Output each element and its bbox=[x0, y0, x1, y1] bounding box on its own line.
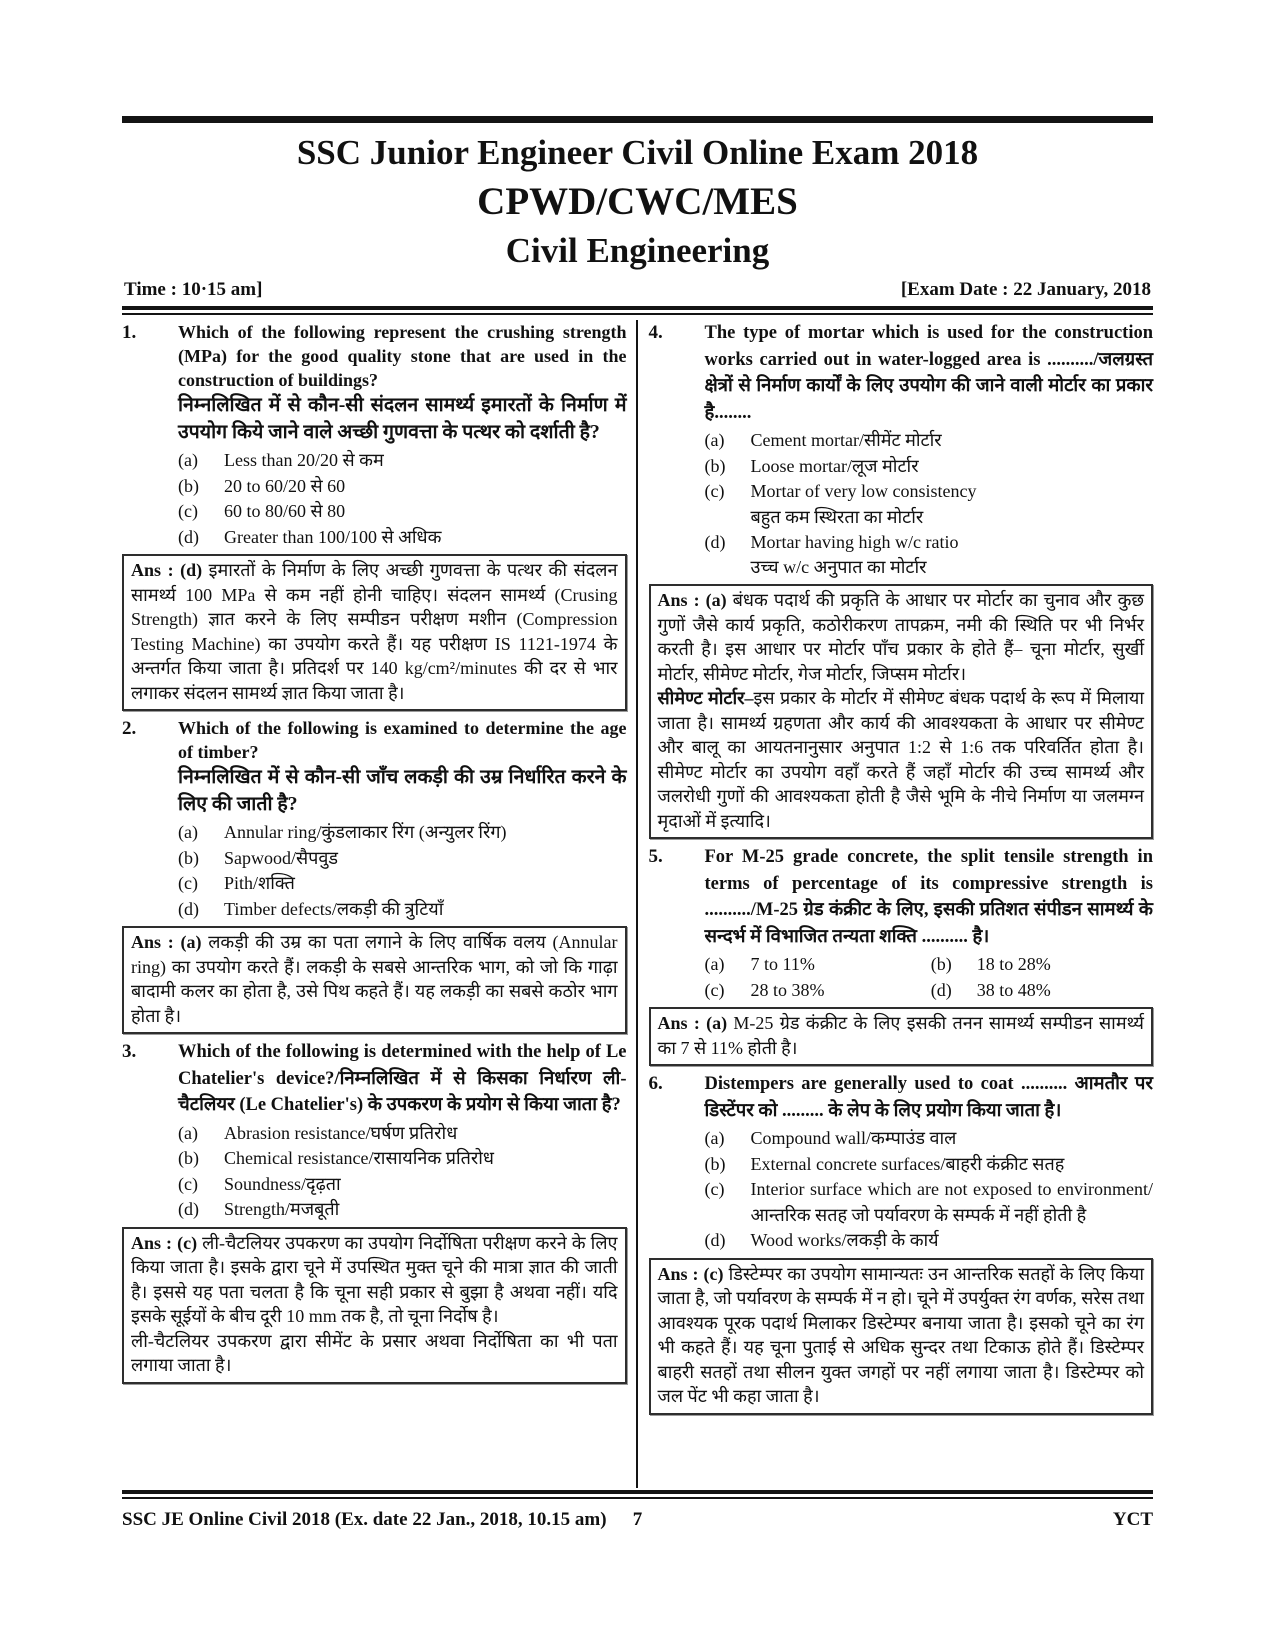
answer-label: Ans : (a) bbox=[657, 590, 727, 610]
question-block bbox=[649, 1071, 1154, 1415]
option-text: Strength/मजबूती bbox=[224, 1199, 340, 1219]
option-text: Mortar of very low consistency bbox=[750, 481, 977, 501]
option-text-container bbox=[751, 1152, 1154, 1178]
option-text: Interior surface which are not exposed to environment/आन्तरिक सतह जो पर्यावरण के सम्पर्क में नहीं होती है bbox=[750, 1179, 1153, 1225]
question-number: 6. bbox=[648, 1073, 663, 1094]
answer-paragraph: Ans : (c) डिस्टेम्पर का उपयोग सामान्यतः उन आन्तरिक सतहों के लिए किया जाता है, जो पर्यावरण के सम्पर्क में न हो। चूने में उपर्युक्त रंग वर्णक, सरेस तथा आवश्यक पूरक पदार्थ मिलाकर डिस्टेम्पर बनाया जाता है। इसको चूने का रंग भी कहते हैं। यह चूना पुताई से अधिक सुन्दर तथा टिकाऊ होते हैं। डिस्टेम्पर बाहरी सतहों तथा सीलन युक्त जगहों पर नहीं लगाया जाता है। डिस्टेम्पर को जल पेंट भी कहा जाता है। bbox=[657, 1263, 1144, 1406]
answer-box bbox=[649, 584, 1154, 839]
answer-label: Ans : (d) bbox=[131, 560, 203, 580]
exam-date-label: [Exam Date : 22 January, 2018 bbox=[900, 279, 1151, 300]
question-text: Distempers are generally used to coat .......... आमतौर पर डिस्टेंपर को ......... के लेप के लिए प्रयोग किया जाता है। bbox=[704, 1074, 1153, 1121]
question-body bbox=[705, 320, 1154, 582]
option-text-container bbox=[224, 1172, 627, 1198]
question-number: 5. bbox=[648, 846, 663, 867]
option-text-container bbox=[224, 820, 627, 846]
option-letter: (d) bbox=[178, 1199, 199, 1219]
option-item bbox=[178, 499, 627, 525]
question-body bbox=[178, 1039, 627, 1225]
question-block bbox=[122, 320, 627, 711]
question-block bbox=[122, 716, 627, 1034]
option-item bbox=[178, 525, 627, 551]
option-text: Timber defects/लकड़ी की त्रुटियाँ bbox=[224, 898, 444, 919]
exam-subtitle-departments: CPWD/CWC/MES bbox=[477, 180, 798, 223]
option-subtext: बहुत कम स्थिरता का मोर्टार bbox=[750, 506, 924, 527]
options-list bbox=[705, 952, 1154, 1003]
option-item bbox=[178, 871, 627, 897]
option-text: Sapwood/सैपवुड bbox=[224, 847, 339, 868]
answer-label: Ans : (c) bbox=[657, 1263, 724, 1284]
option-text-container bbox=[751, 1126, 1154, 1152]
question-number: 1. bbox=[122, 322, 137, 343]
question-text: Which of the following is examined to determine the age of timber? bbox=[178, 718, 627, 762]
option-text: Mortar having high w/c ratio bbox=[750, 531, 959, 552]
option-text: 20 to 60/20 से 60 bbox=[224, 475, 346, 496]
option-text: 28 to 38% bbox=[750, 979, 825, 1000]
option-text: Annular ring/कुंडलाकार रिंग (अन्युलर रिंग) bbox=[224, 822, 507, 842]
options-list bbox=[705, 428, 1154, 580]
question-body bbox=[705, 1071, 1154, 1256]
header-divider-rule bbox=[122, 306, 1153, 315]
option-item bbox=[178, 897, 627, 923]
option-letter: (a) bbox=[704, 430, 725, 450]
option-text-container bbox=[224, 448, 627, 474]
option-item bbox=[705, 1126, 1154, 1152]
question-number: 4. bbox=[648, 322, 663, 343]
options-list bbox=[178, 448, 627, 550]
option-letter: (c) bbox=[178, 873, 198, 893]
footer-publisher-label: YCT bbox=[1112, 1509, 1153, 1530]
option-item bbox=[705, 454, 1154, 480]
option-text: Loose mortar/लूज मोर्टार bbox=[750, 455, 919, 476]
option-letter: (d) bbox=[930, 979, 952, 1000]
option-letter: (c) bbox=[704, 979, 725, 1000]
answer-box bbox=[649, 1258, 1154, 1415]
option-item bbox=[178, 448, 627, 474]
option-text: Less than 20/20 से कम bbox=[224, 450, 384, 470]
option-text-container bbox=[224, 499, 627, 525]
option-text-container bbox=[224, 1121, 627, 1147]
option-text: External concrete surfaces/बाहरी कंक्रीट सतह bbox=[750, 1153, 1065, 1174]
option-item bbox=[178, 474, 627, 500]
option-letter: (a) bbox=[178, 1122, 198, 1143]
option-item bbox=[705, 1177, 1154, 1228]
option-letter: (c) bbox=[704, 1179, 725, 1199]
exam-subtitle-subject: Civil Engineering bbox=[505, 231, 770, 270]
answer-box bbox=[649, 1007, 1154, 1066]
option-text-container bbox=[224, 1197, 627, 1223]
option-text: 7 to 11% bbox=[750, 954, 815, 974]
option-letter: (d) bbox=[704, 531, 726, 552]
question-text: निम्नलिखित में से कौन-सी संदलन सामर्थ्य इमारतों के निर्माण में उपयोग किये जाने वाले अच्छी गुणवत्ता के पत्थर को दर्शाती है? bbox=[178, 395, 627, 443]
answer-paragraph: Ans : (a) लकड़ी की उम्र का पता लगाने के लिए वार्षिक वलय (Annular ring) का उपयोग करते हैं। लकड़ी के सबसे आन्तरिक भाग, को जो कि गाढ़ा बादामी कलर का होता है, उसे पिथ कहते हैं। यह लकड़ी का सबसे कठोर भाग होता है। bbox=[131, 932, 618, 1026]
page-footer bbox=[122, 1509, 1153, 1531]
option-text: Pith/शक्ति bbox=[224, 873, 295, 893]
option-text: Wood works/लकड़ी के कार्य bbox=[750, 1230, 939, 1250]
option-letter: (c) bbox=[178, 501, 198, 521]
option-item bbox=[705, 530, 1154, 581]
option-item bbox=[931, 952, 1153, 978]
question-text: Which of the following is determined with the help of Le Chatelier's device?/निम्नलिखित में से किसका निर्धारण ली-चैटलियर (Le Chatelier's) के उपकरण के प्रयोग से किया जाता है? bbox=[178, 1042, 627, 1115]
answer-paragraph: ली-चैटलियर उपकरण द्वारा सीमेंट के प्रसार अथवा निर्दोषिता का भी पता लगाया जाता है। bbox=[131, 1330, 618, 1375]
question-row bbox=[649, 320, 1154, 582]
option-letter: (b) bbox=[178, 475, 199, 496]
option-letter: (b) bbox=[178, 1148, 199, 1168]
answer-label: Ans : (a) bbox=[657, 1013, 728, 1033]
question-number: 2. bbox=[122, 718, 137, 739]
option-item bbox=[705, 978, 927, 1004]
option-letter: (a) bbox=[704, 954, 725, 974]
option-item bbox=[178, 1197, 627, 1223]
answer-paragraph: Ans : (a) M-25 ग्रेड कंक्रीट के लिए इसकी तनन सामर्थ्य सम्पीडन सामर्थ्य का 7 से 11% होती है। bbox=[657, 1013, 1144, 1058]
option-letter: (a) bbox=[178, 450, 198, 470]
option-text-container bbox=[751, 530, 1154, 581]
option-text: Abrasion resistance/घर्षण प्रतिरोध bbox=[224, 1122, 458, 1143]
question-body bbox=[705, 844, 1154, 1005]
answer-box bbox=[122, 554, 627, 711]
option-letter: (d) bbox=[178, 898, 199, 919]
answer-box bbox=[122, 926, 627, 1034]
option-subtext: उच्च w/c अनुपात का मोर्टार bbox=[750, 557, 927, 577]
option-text-container bbox=[224, 897, 627, 923]
answer-label: Ans : (a) bbox=[131, 932, 202, 952]
option-item bbox=[705, 1228, 1154, 1254]
right-column bbox=[638, 320, 1154, 1488]
option-text-container bbox=[751, 1177, 1154, 1228]
option-letter: (a) bbox=[178, 822, 198, 842]
answer-box bbox=[122, 1227, 627, 1384]
option-letter: (c) bbox=[704, 481, 725, 501]
option-letter: (d) bbox=[178, 526, 199, 547]
option-text-container bbox=[751, 479, 1154, 530]
question-row bbox=[649, 1071, 1154, 1256]
option-item bbox=[705, 479, 1154, 530]
option-item bbox=[705, 952, 927, 978]
option-item bbox=[178, 820, 627, 846]
option-text: Cement mortar/सीमेंट मोर्टार bbox=[750, 430, 942, 450]
option-letter: (c) bbox=[178, 1173, 198, 1194]
option-text-container bbox=[977, 952, 1153, 978]
question-block bbox=[649, 844, 1154, 1066]
answer-paragraph: Ans : (a) बंधक पदार्थ की प्रकृति के आधार पर मोर्टार का चुनाव और कुछ गुणों जैसे कार्य प्रकृति, कठोरीकरण तापक्रम, नमी की स्थिति पर भी निर्भर करती है। इस आधार पर मोर्टार पाँच प्रकार के होते हैं– चूना मोर्टार, सुर्खी मोर्टार, सीमेण्ट मोर्टार, गेज मोर्टार, जिप्सम मोर्टार। bbox=[657, 590, 1145, 684]
question-text: निम्नलिखित में से कौन-सी जाँच लकड़ी की उम्र निर्धारित करने के लिए की जाती है? bbox=[178, 767, 627, 815]
option-text: Soundness/दृढ़ता bbox=[224, 1173, 341, 1194]
question-text: For M-25 grade concrete, the split tensile strength in terms of percentage of its compressive strength is ........../M-25 ग्रेड कंक्रीट के लिए, इसकी प्रतिशत संपीडन सामर्थ्य के सन्दर्भ में विभाजित तन्यता शक्ति .......... है। bbox=[704, 847, 1153, 947]
option-text-container bbox=[751, 454, 1154, 480]
option-text-container bbox=[751, 978, 927, 1004]
option-letter: (d) bbox=[704, 1230, 726, 1250]
option-item bbox=[178, 846, 627, 872]
question-body bbox=[178, 716, 627, 924]
option-letter: (a) bbox=[704, 1128, 725, 1148]
option-text: Compound wall/कम्पाउंड वाल bbox=[750, 1128, 957, 1148]
answer-lead: सीमेण्ट मोर्टार– bbox=[657, 688, 754, 708]
footer-book-label: SSC JE Online Civil 2018 (Ex. date 22 Jan., 2018, 10.15 am) bbox=[122, 1509, 607, 1530]
option-text: Greater than 100/100 से अधिक bbox=[224, 526, 442, 547]
question-row bbox=[122, 1039, 627, 1225]
option-text: 38 to 48% bbox=[976, 979, 1051, 1000]
option-text-container bbox=[751, 1228, 1154, 1254]
option-letter: (b) bbox=[704, 455, 726, 476]
option-letter: (b) bbox=[178, 847, 199, 868]
option-text-container bbox=[751, 952, 927, 978]
question-number: 3. bbox=[122, 1041, 137, 1062]
question-row bbox=[122, 320, 627, 552]
options-list bbox=[178, 1121, 627, 1223]
question-row bbox=[649, 844, 1154, 1005]
footer-divider-rule bbox=[122, 1490, 1153, 1499]
question-columns bbox=[122, 320, 1153, 1488]
option-item bbox=[178, 1172, 627, 1198]
option-item bbox=[178, 1121, 627, 1147]
option-text: 60 to 80/60 से 80 bbox=[224, 501, 346, 521]
option-text-container bbox=[977, 978, 1153, 1004]
option-text-container bbox=[224, 846, 627, 872]
option-text-container bbox=[224, 871, 627, 897]
option-letter: (b) bbox=[930, 954, 952, 974]
question-block bbox=[649, 320, 1154, 839]
question-block bbox=[122, 1039, 627, 1384]
left-column bbox=[122, 320, 636, 1488]
answer-paragraph: सीमेण्ट मोर्टार–इस प्रकार के मोर्टार में सीमेण्ट बंधक पदार्थ के रूप में मिलाया जाता है। सामर्थ्य ग्रहणता और कार्य की आवश्यकता के आधार पर सीमेण्ट और बालू का आयतनानुसार अनुपात 1:2 से 1:6 तक परिवर्तित होता है। सीमेण्ट मोर्टार का उपयोग वहाँ करते हैं जहाँ मोर्टार की उच्च सामर्थ्य और जलरोधी गुणों की आवश्यकता होती है जैसे भूमि के नीचे निर्माण या जलमग्न मृदाओं में इत्यादि। bbox=[657, 688, 1144, 831]
exam-title: SSC Junior Engineer Civil Online Exam 2018 bbox=[296, 133, 979, 172]
answer-paragraph: Ans : (c) ली-चैटलियर उपकरण का उपयोग निर्दोषिता परीक्षण करने के लिए किया जाता है। इसके द्वारा चूने में उपस्थित मुक्त चूने की मात्रा ज्ञात की जाती है। इससे यह पता चलता है कि चूना सही प्रकार से बुझा है अथवा नहीं। यदि इसके सूईयों के बीच दूरी 10 mm तक है, तो चूना निर्दोष है। bbox=[131, 1232, 618, 1326]
option-text-container bbox=[224, 1146, 627, 1172]
answer-label: Ans : (c) bbox=[131, 1232, 198, 1253]
options-list bbox=[705, 1126, 1154, 1254]
option-item bbox=[705, 1152, 1154, 1178]
footer-page-number: 7 bbox=[632, 1509, 643, 1530]
question-row bbox=[122, 716, 627, 924]
question-body bbox=[178, 320, 627, 552]
option-text-container bbox=[751, 428, 1154, 454]
exam-meta-row bbox=[124, 279, 1151, 301]
option-text: Chemical resistance/रासायनिक प्रतिरोध bbox=[224, 1148, 494, 1168]
options-list bbox=[178, 820, 627, 922]
option-text: 18 to 28% bbox=[976, 954, 1051, 974]
option-text-container bbox=[224, 525, 627, 551]
question-text: Which of the following represent the crushing strength (MPa) for the good quality stone that are used in the construction of buildings? bbox=[178, 322, 627, 390]
option-letter: (b) bbox=[704, 1153, 726, 1174]
option-item bbox=[178, 1146, 627, 1172]
option-item bbox=[705, 428, 1154, 454]
option-text-container bbox=[224, 474, 627, 500]
question-text: The type of mortar which is used for the construction works carried out in water-logged area is ........../जलग्रस्त क्षेत्रों से निर्माण कार्यों के लिए उपयोग की जाने वाली मोर्टार का प्रकार है........ bbox=[704, 323, 1153, 423]
top-rule bbox=[122, 116, 1153, 123]
option-item bbox=[931, 978, 1153, 1004]
exam-time-label: Time : 10·15 am] bbox=[124, 279, 263, 300]
answer-paragraph: Ans : (d) इमारतों के निर्माण के लिए अच्छी गुणवत्ता के पत्थर की संदलन सामर्थ्य 100 MPa से कम नहीं होनी चाहिए। संदलन सामर्थ्य (Crusing Strength) ज्ञात करने के लिए सम्पीडन परीक्षण मशीन (Compression Testing Machine) का उपयोग करते हैं। यह परीक्षण IS 1121-1974 के अन्तर्गत किया जाता है। प्रतिदर्श पर 140 kg/cm²/minutes की दर से भार लगाकर संदलन सामर्थ्य ज्ञात किया जाता है। bbox=[131, 560, 618, 703]
